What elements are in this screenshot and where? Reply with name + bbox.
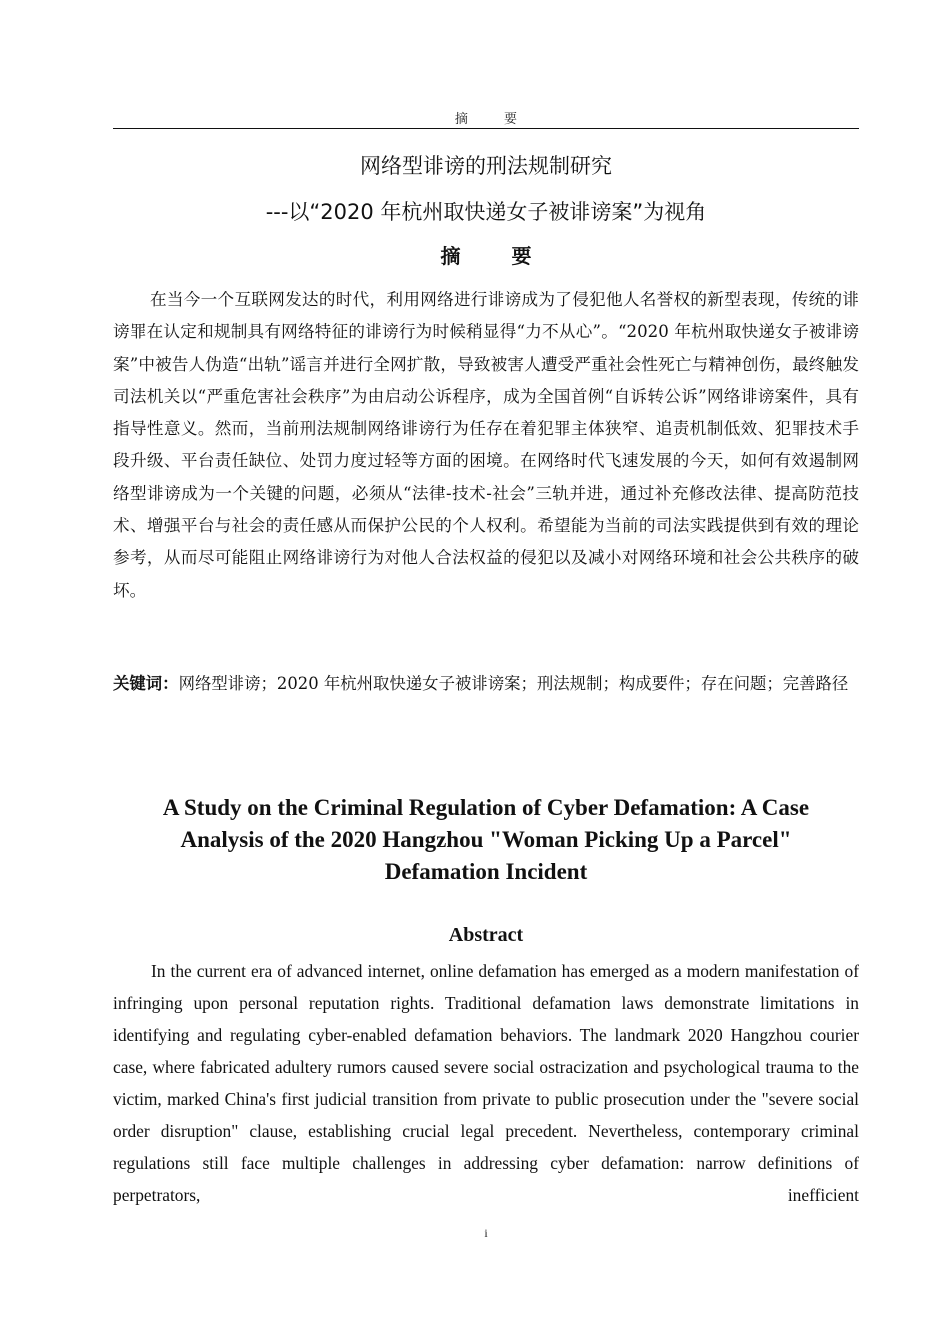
header-rule	[113, 128, 859, 129]
english-abstract-heading: Abstract	[448, 924, 524, 946]
english-title	[113, 792, 859, 888]
keywords-text: 网络型诽谤；2020 年杭州取快递女子被诽谤案；刑法规制；构成要件；存在问题；完善路径	[178, 674, 849, 693]
chinese-abstract-body: 在当今一个互联网发达的时代，利用网络进行诽谤成为了侵犯他人名誉权的新型表现，传统的诽谤罪在认定和规制具有网络特征的诽谤行为时候稍显得“力不从心”。“2020 年杭州取快递女子被诽谤案”中被告人伪造“出轨”谣言并进行全网扩散，导致被害人遭受严重社会性死亡与精神创伤，最终触发司法机关以“严重危害社会秩序”为由启动公诉程序，成为全国首例“自诉转公诉”网络诽谤案件，具有指导性意义。然而，当前刑法规制网络诽谤行为任存在着犯罪主体狭窄、追责机制低效、犯罪技术手段升级、平台责任缺位、处罚力度过轻等方面的困境。在网络时代飞速发展的今天，如何有效遏制网络型诽谤成为一个关键的问题，必须从“法律-技术-社会”三轨并进，通过补充修改法律、提高防范技术、增强平台与社会的责任感从而保护公民的个人权利。希望能为当前的司法实践提供到有效的理论参考，从而尽可能阻止网络诽谤行为对他人合法权益的侵犯以及减小对网络环境和社会公共秩序的破坏。	[113, 290, 859, 600]
english-title-line1: A Study on the Criminal Regulation of Cyber Defamation: A Case	[162, 795, 810, 820]
english-abstract-body: In the current era of advanced internet, online defamation has emerged as a modern manifestation of infringing upon personal reputation rights. Traditional defamation laws demonstrate limitations in identifying and regulating cyber-enabled defamation behaviors. The landmark 2020 Hangzhou courier case, where fabricated adultery rumors caused severe social ostracization and psychological trauma to the victim, marked China's first judicial transition from private to public prosecution under the "severe social order disruption" clause, establishing crucial legal precedent. Nevertheless, contemporary criminal regulations still face multiple challenges in addressing cyber defamation: narrow definitions of perpetrators, inefficient	[113, 961, 859, 1205]
chinese-abstract-heading: 摘 要	[440, 244, 554, 268]
chinese-keywords	[113, 668, 859, 700]
page-number: i	[484, 1226, 488, 1240]
chinese-title-line1: 网络型诽谤的刑法规制研究	[360, 154, 612, 178]
running-header: 摘 要	[454, 112, 534, 127]
english-title-line2: Analysis of the 2020 Hangzhou "Woman Picking Up a Parcel"	[180, 827, 792, 852]
chinese-title-line2: ---以“2020 年杭州取快递女子被诽谤案”为视角	[265, 200, 707, 224]
keywords-label: 关键词：	[113, 674, 179, 693]
english-title-line3: Defamation Incident	[384, 859, 588, 884]
